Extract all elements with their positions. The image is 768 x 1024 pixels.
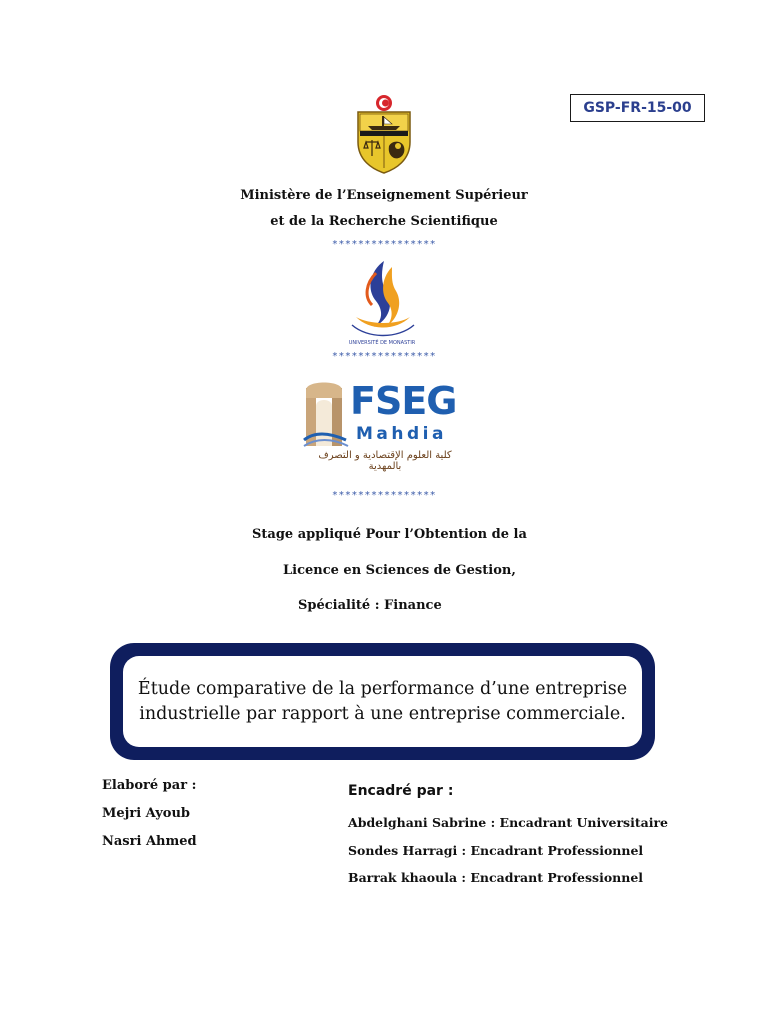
separator-1: **************** [331,239,437,250]
degree-line-1: Stage appliqué Pour l’Obtention de la [252,527,527,542]
ministry-line-2: et de la Recherche Scientifique [270,214,498,229]
supervisor-item: Sondes Harragi : Encadrant Professionnel [348,843,644,858]
authors-heading: Elaboré par : [102,778,197,793]
degree-line-2: Licence en Sciences de Gestion, [283,563,516,578]
fseg-city: Mahdia [356,424,447,444]
document-code: GSP-FR-15-00 [583,100,692,116]
ministry-line-1: Ministère de l’Enseignement Supérieur [240,188,528,203]
separator-3: **************** [331,490,437,501]
author-name: Mejri Ayoub [102,806,191,821]
separator-2: **************** [331,351,437,362]
document-code-box [570,94,705,122]
supervisors-heading: Encadré par : [348,783,454,799]
fseg-mahdia-logo [302,380,472,470]
degree-line-3: Spécialité : Finance [298,598,442,613]
university-logo-caption: UNIVERSITÉ DE MONASTIR [348,340,416,346]
supervisor-item: Abdelghani Sabrine : Encadrant Universitaire [348,815,669,830]
university-monastir-logo-icon [336,255,428,347]
fseg-monument-icon [302,382,350,452]
thesis-title-line-2: industrielle par rapport à une entreprise commerciale. [139,703,626,724]
thesis-title-line-1: Étude comparative de la performance d’une entreprise [137,678,628,699]
supervisor-item: Barrak khaoula : Encadrant Professionnel [348,870,644,885]
thesis-title-box [123,656,642,747]
tunisia-coat-of-arms-icon [352,94,416,174]
fseg-arabic-name: كلية العلوم الإقتصادية و التصرف بالمهدية [318,450,452,472]
author-name: Nasri Ahmed [102,834,197,849]
fseg-wordmark: FSEG [350,379,457,423]
